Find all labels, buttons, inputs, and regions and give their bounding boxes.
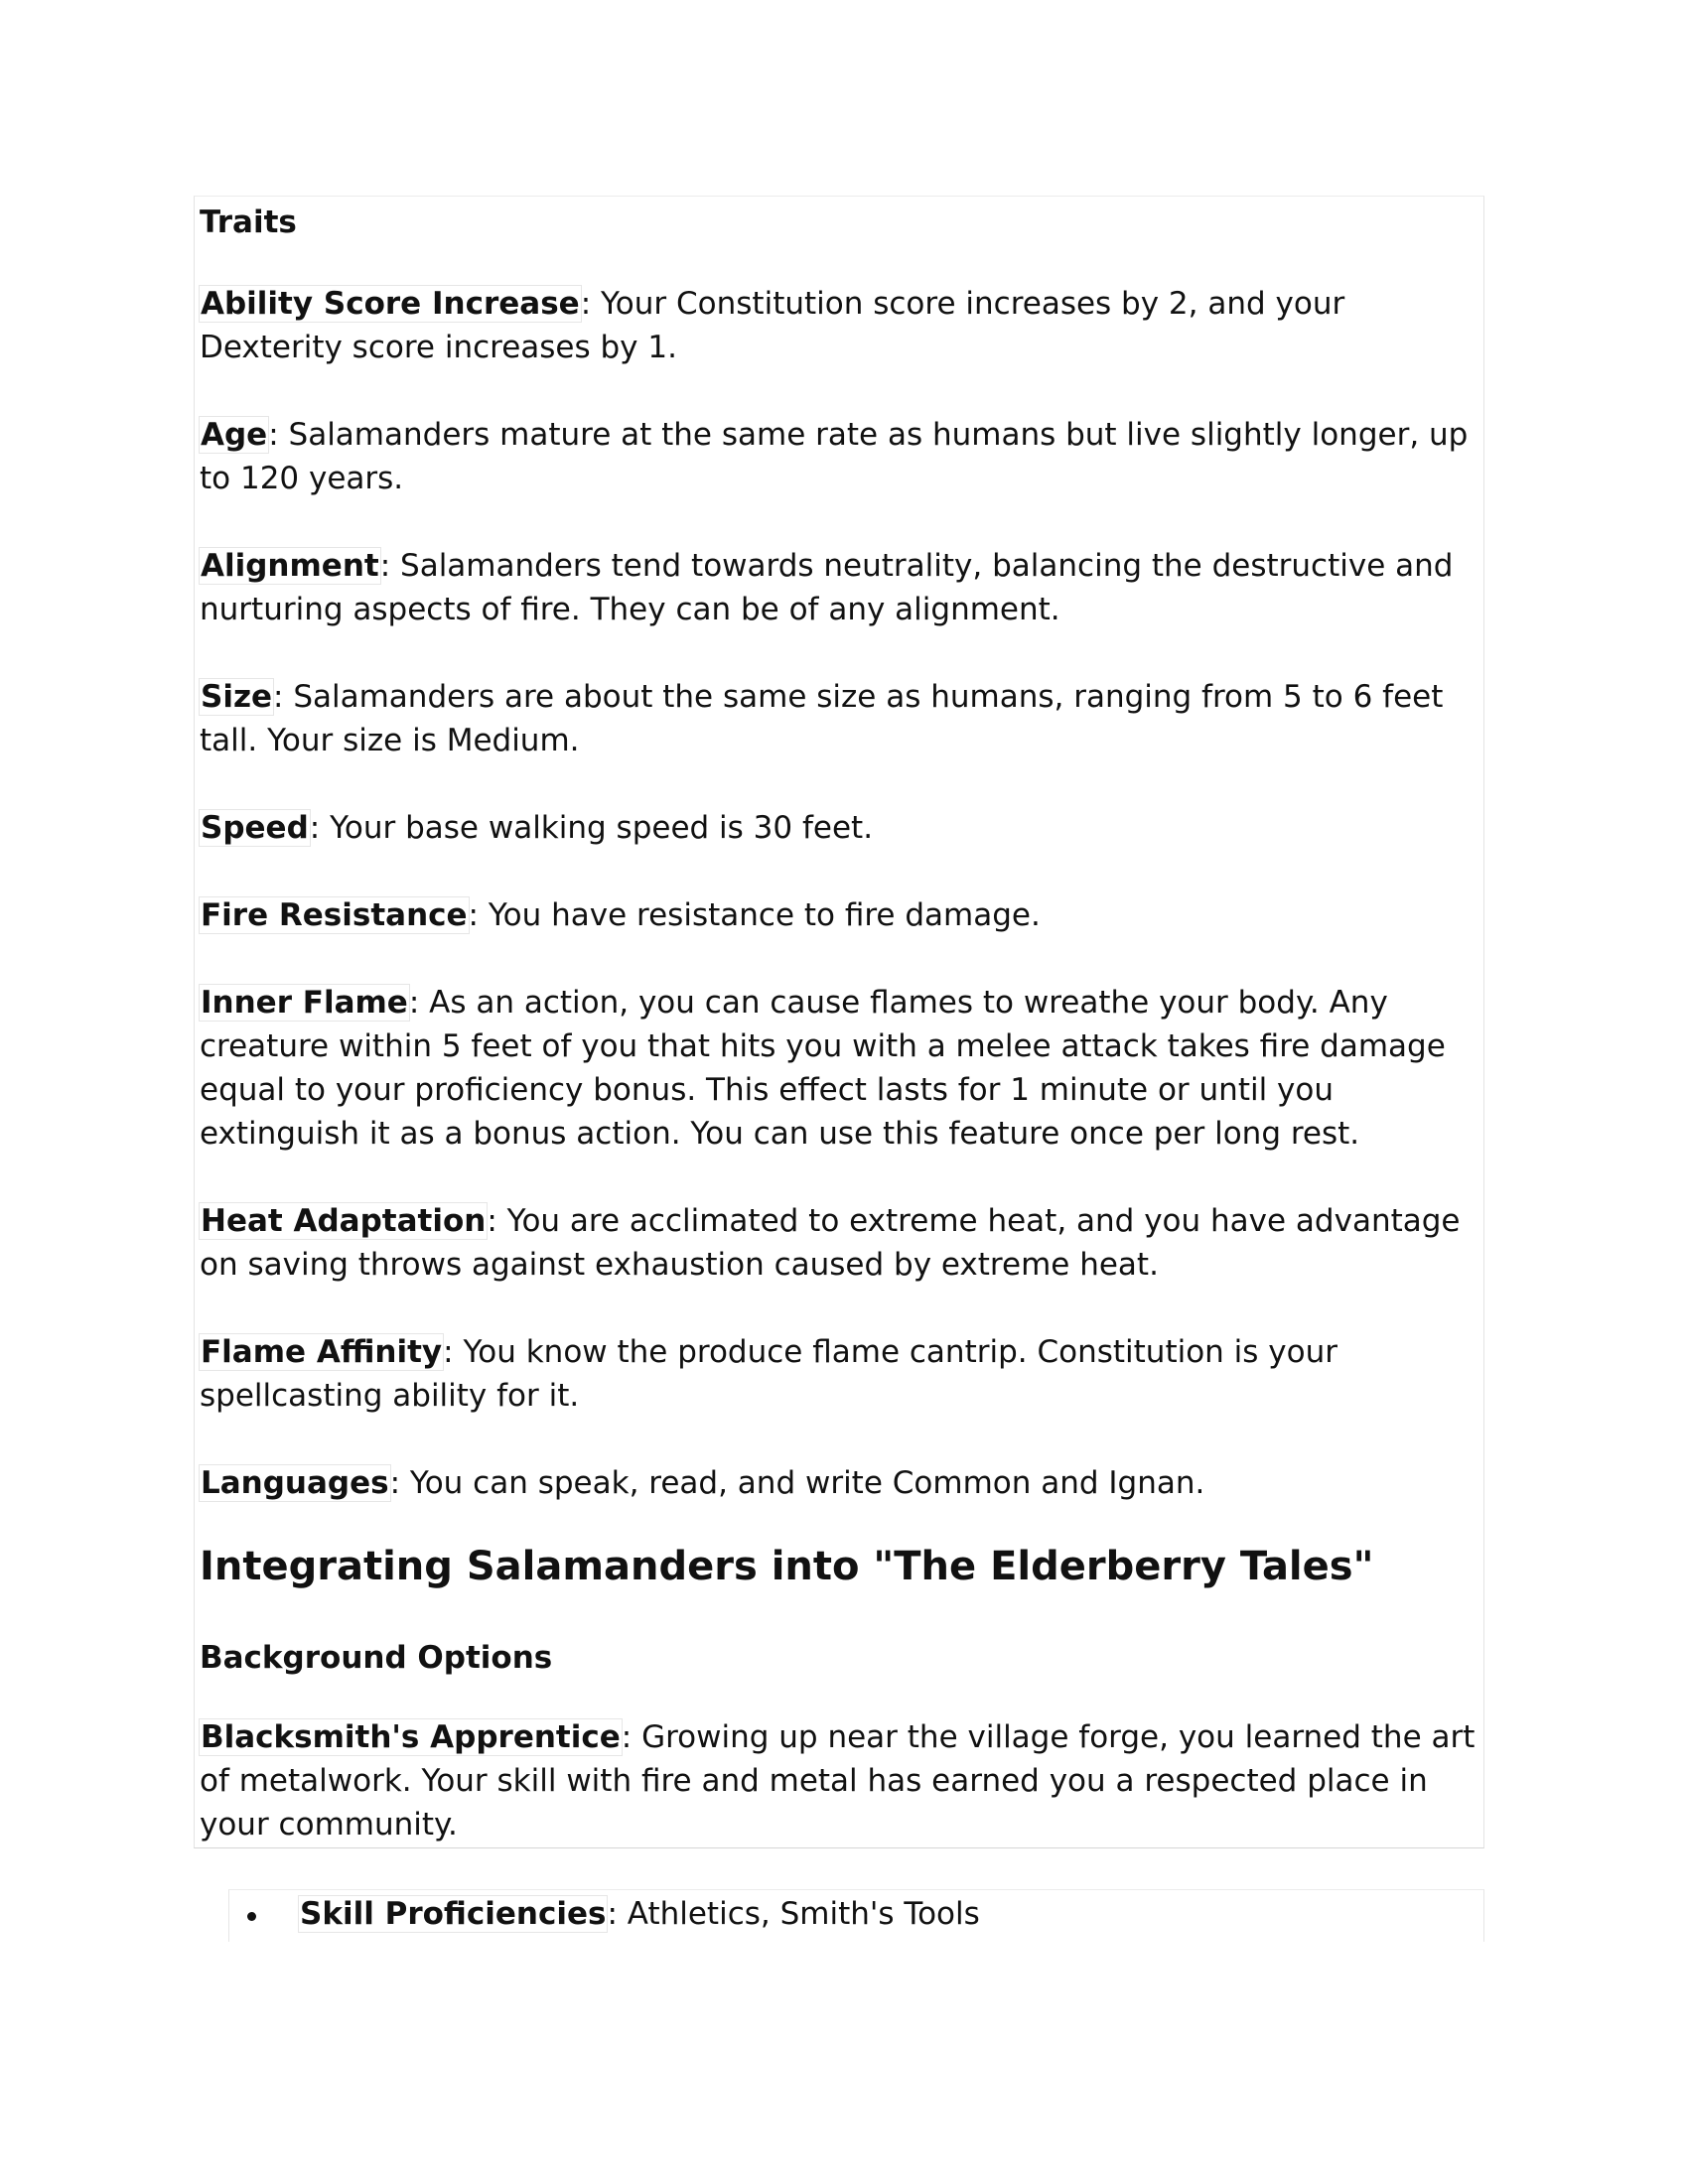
trait-text: : Your base walking speed is 30 feet. [309,810,874,846]
trait-text: : Salamanders are about the same size as humans, ranging from 5 to 6 feet tall. Your size is Medium. [200,679,1444,758]
trait-text: : Salamanders tend towards neutrality, balancing the destructive and nurturing aspects of fire. They can be of any alignment. [200,548,1454,627]
trait-term: Languages [201,1465,389,1501]
trait-text: : Your Constitution score increases by 2, and your Dexterity score increases by 1. [200,286,1345,365]
trait-term: Flame Affinity [201,1334,443,1370]
trait-alignment [200,544,1480,631]
list-block [228,1889,1484,1942]
list-item [299,1892,980,1936]
trait-heat-adaptation [200,1199,1480,1287]
trait-term: Size [201,679,273,715]
trait-text: : As an action, you can cause flames to wreathe your body. Any creature within 5 feet of you that hits you with a melee attack takes fire damage equal to your proficiency bonus. This effect lasts for 1 minute or until you extinguish it as a bonus action. You can use this feature once per long rest. [200,985,1446,1152]
list-item-term: Skill Proficiencies [300,1896,607,1932]
background-options-heading: Background Options [200,1640,553,1676]
trait-size [200,675,1480,762]
list-item-text: : Athletics, Smith's Tools [607,1896,980,1932]
trait-term: Heat Adaptation [201,1203,487,1239]
traits-heading: Traits [200,205,297,240]
trait-age [200,413,1480,500]
trait-text: : You have resistance to fire damage. [468,897,1041,933]
background-term: Blacksmith's Apprentice [201,1719,621,1755]
trait-term: Inner Flame [201,985,408,1021]
trait-text: : You know the produce flame cantrip. Constitution is your spellcasting ability for it. [200,1334,1338,1414]
trait-term: Alignment [201,548,379,584]
trait-text: : Salamanders mature at the same rate as humans but live slightly longer, up to 120 years. [200,417,1469,496]
trait-speed [200,806,1480,850]
trait-text: : You can speak, read, and write Common and Ignan. [389,1465,1205,1501]
trait-flame-affinity [200,1330,1480,1418]
content-block [194,196,1484,1848]
trait-inner-flame [200,981,1480,1156]
trait-ability-score-increase [200,282,1480,369]
background-text: : Growing up near the village forge, you learned the art of metalwork. Your skill with fire and metal has earned you a respected place in your community. [200,1719,1476,1843]
background-blacksmiths-apprentice [200,1715,1480,1846]
trait-term: Fire Resistance [201,897,468,933]
trait-term: Speed [201,810,309,846]
trait-term: Ability Score Increase [201,286,580,322]
trait-text: : You are acclimated to extreme heat, and you have advantage on saving throws against exhaustion caused by extreme heat. [200,1203,1461,1283]
section-heading: Integrating Salamanders into "The Elderberry Tales" [200,1544,1374,1589]
trait-languages [200,1461,1480,1505]
trait-term: Age [201,417,268,453]
trait-fire-resistance [200,893,1480,937]
bullet-icon [247,1912,256,1921]
